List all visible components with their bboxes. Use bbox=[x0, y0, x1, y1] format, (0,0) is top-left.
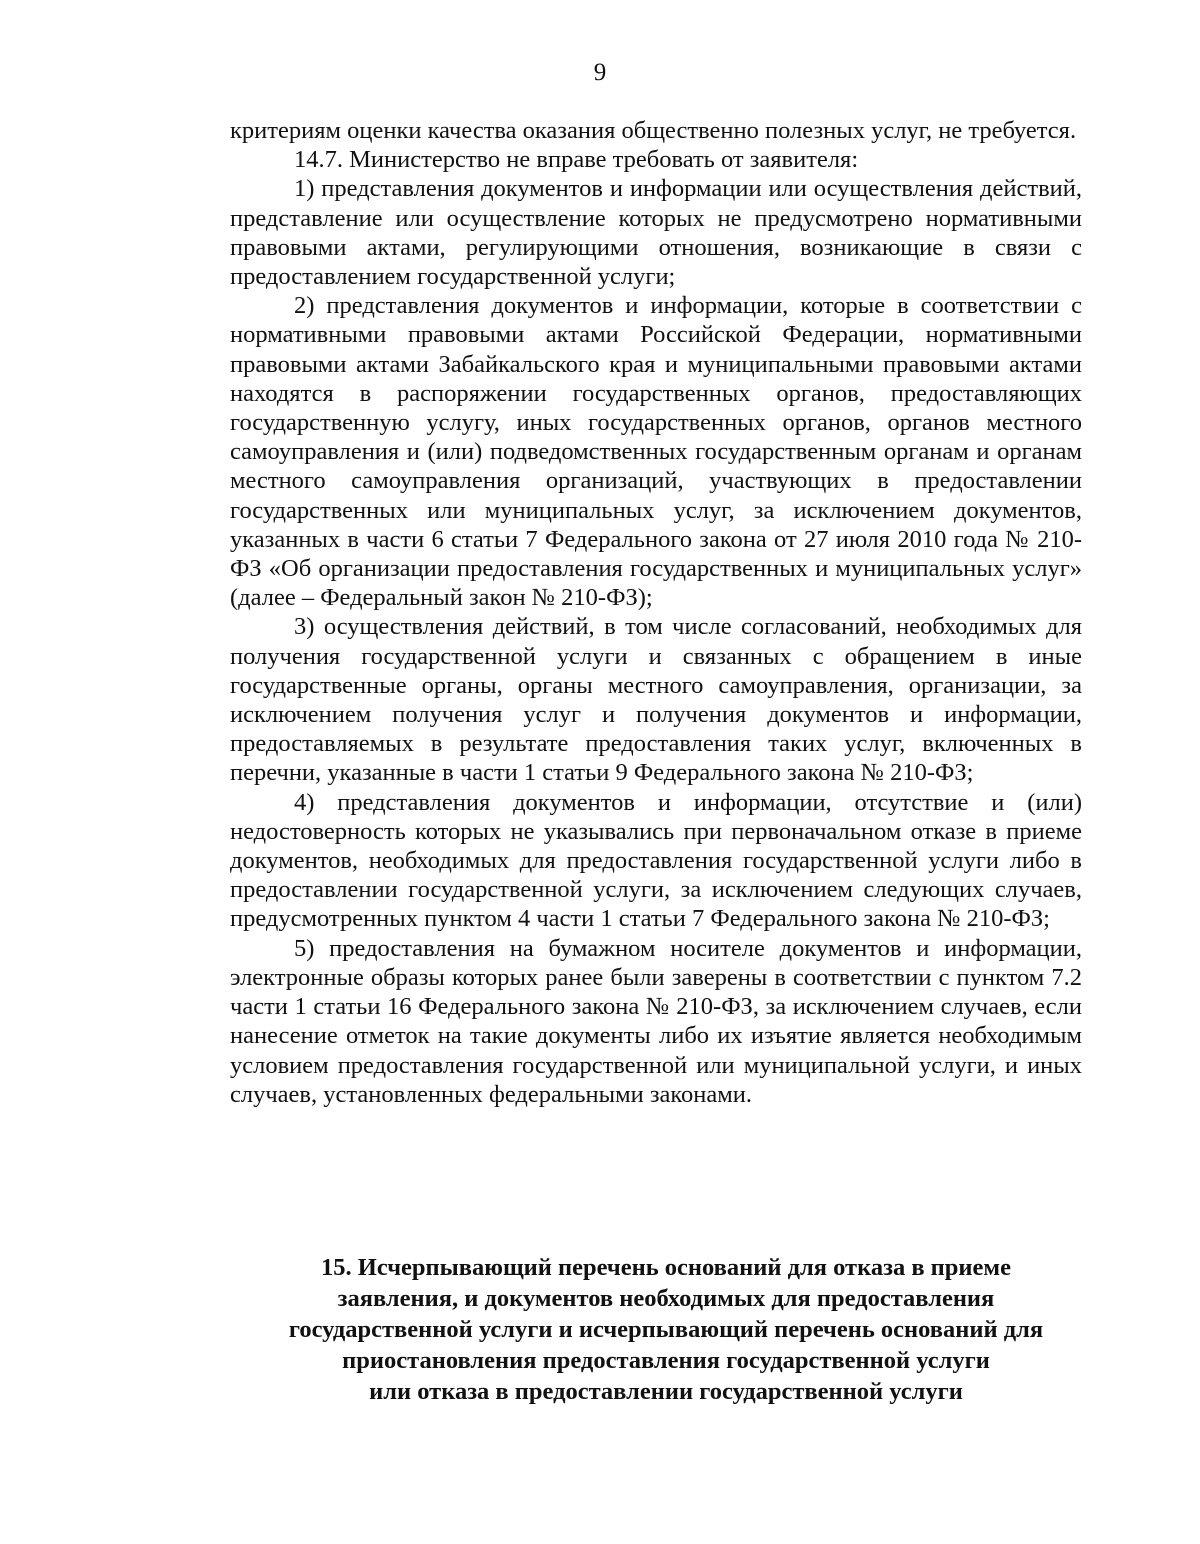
paragraph-continuation: критериям оценки качества оказания общественно полезных услуг, не требуется. bbox=[230, 117, 1077, 144]
section-heading bbox=[226, 1252, 1106, 1407]
paragraph-item-2: 2) представления документов и информации, которые в соответствии с нормативными правовыми актами Российской Федерации, нормативными правовыми актами Забайкальского края и муниципальными правовыми актами находятся в распоряжении государственных органов, предоставляющих государственную услугу, иных государственных органов, органов местного самоуправления и (или) подведомственных государственным органам и органам местного самоуправления организаций, участвующих в предоставлении государственных или муниципальных услуг, за исключением документов, указанных в части 6 статьи 7 Федерального закона от 27 июля 2010 года № 210-ФЗ «Об организации предоставления государственных и муниципальных услуг» (далее – Федеральный закон № 210-ФЗ); bbox=[230, 292, 1082, 612]
section-heading-line: государственной услуги и исчерпывающий перечень оснований для bbox=[288, 1316, 1044, 1343]
paragraph-clause-14-7: 14.7. Министерство не вправе требовать от заявителя: bbox=[294, 146, 859, 174]
section-heading-line: 15. Исчерпывающий перечень оснований для отказа в приеме bbox=[321, 1254, 1011, 1281]
paragraph-item-1: 1) представления документов и информации или осуществления действий, представление или осуществление которых не предусмотрено нормативными правовыми актами, регулирующими отношения, возникающие в связи с предоставлением государственной услуги; bbox=[230, 175, 1082, 291]
page-number: 9 bbox=[593, 59, 607, 86]
body-text bbox=[230, 116, 1082, 1109]
paragraph-item-3: 3) осуществления действий, в том числе согласований, необходимых для получения государственной услуги и связанных с обращением в иные государственные органы, органы местного самоуправления, организации, за исключением получения услуг и получения документов и информации, предоставляемых в результате предоставления таких услуг, включенных в перечни, указанные в части 1 статьи 9 Федерального закона № 210-ФЗ; bbox=[230, 613, 1082, 787]
paragraph-item-4: 4) представления документов и информации, отсутствие и (или) недостоверность которых не указывались при первоначальном отказе в приеме документов, необходимых для предоставления государственной услуги либо в предоставлении государственной услуги, за исключением следующих случаев, предусмотренных пунктом 4 части 1 статьи 7 Федерального закона № 210-ФЗ; bbox=[230, 788, 1082, 933]
paragraph-item-5: 5) предоставления на бумажном носителе документов и информации, электронные образы которых ранее были заверены в соответствии с пунктом 7.2 части 1 статьи 16 Федерального закона № 210-ФЗ, за исключением случаев, если нанесение отметок на такие документы либо их изъятие является необходимым условием предоставления государственной или муниципальной услуги, и иных случаев, установленных федеральными законами. bbox=[230, 934, 1082, 1108]
section-heading-line: приостановления предоставления государственной услуги bbox=[342, 1347, 990, 1374]
section-heading-line: заявления, и документов необходимых для предоставления bbox=[337, 1285, 995, 1312]
section-heading-line: или отказа в предоставлении государственной услуги bbox=[369, 1378, 963, 1405]
